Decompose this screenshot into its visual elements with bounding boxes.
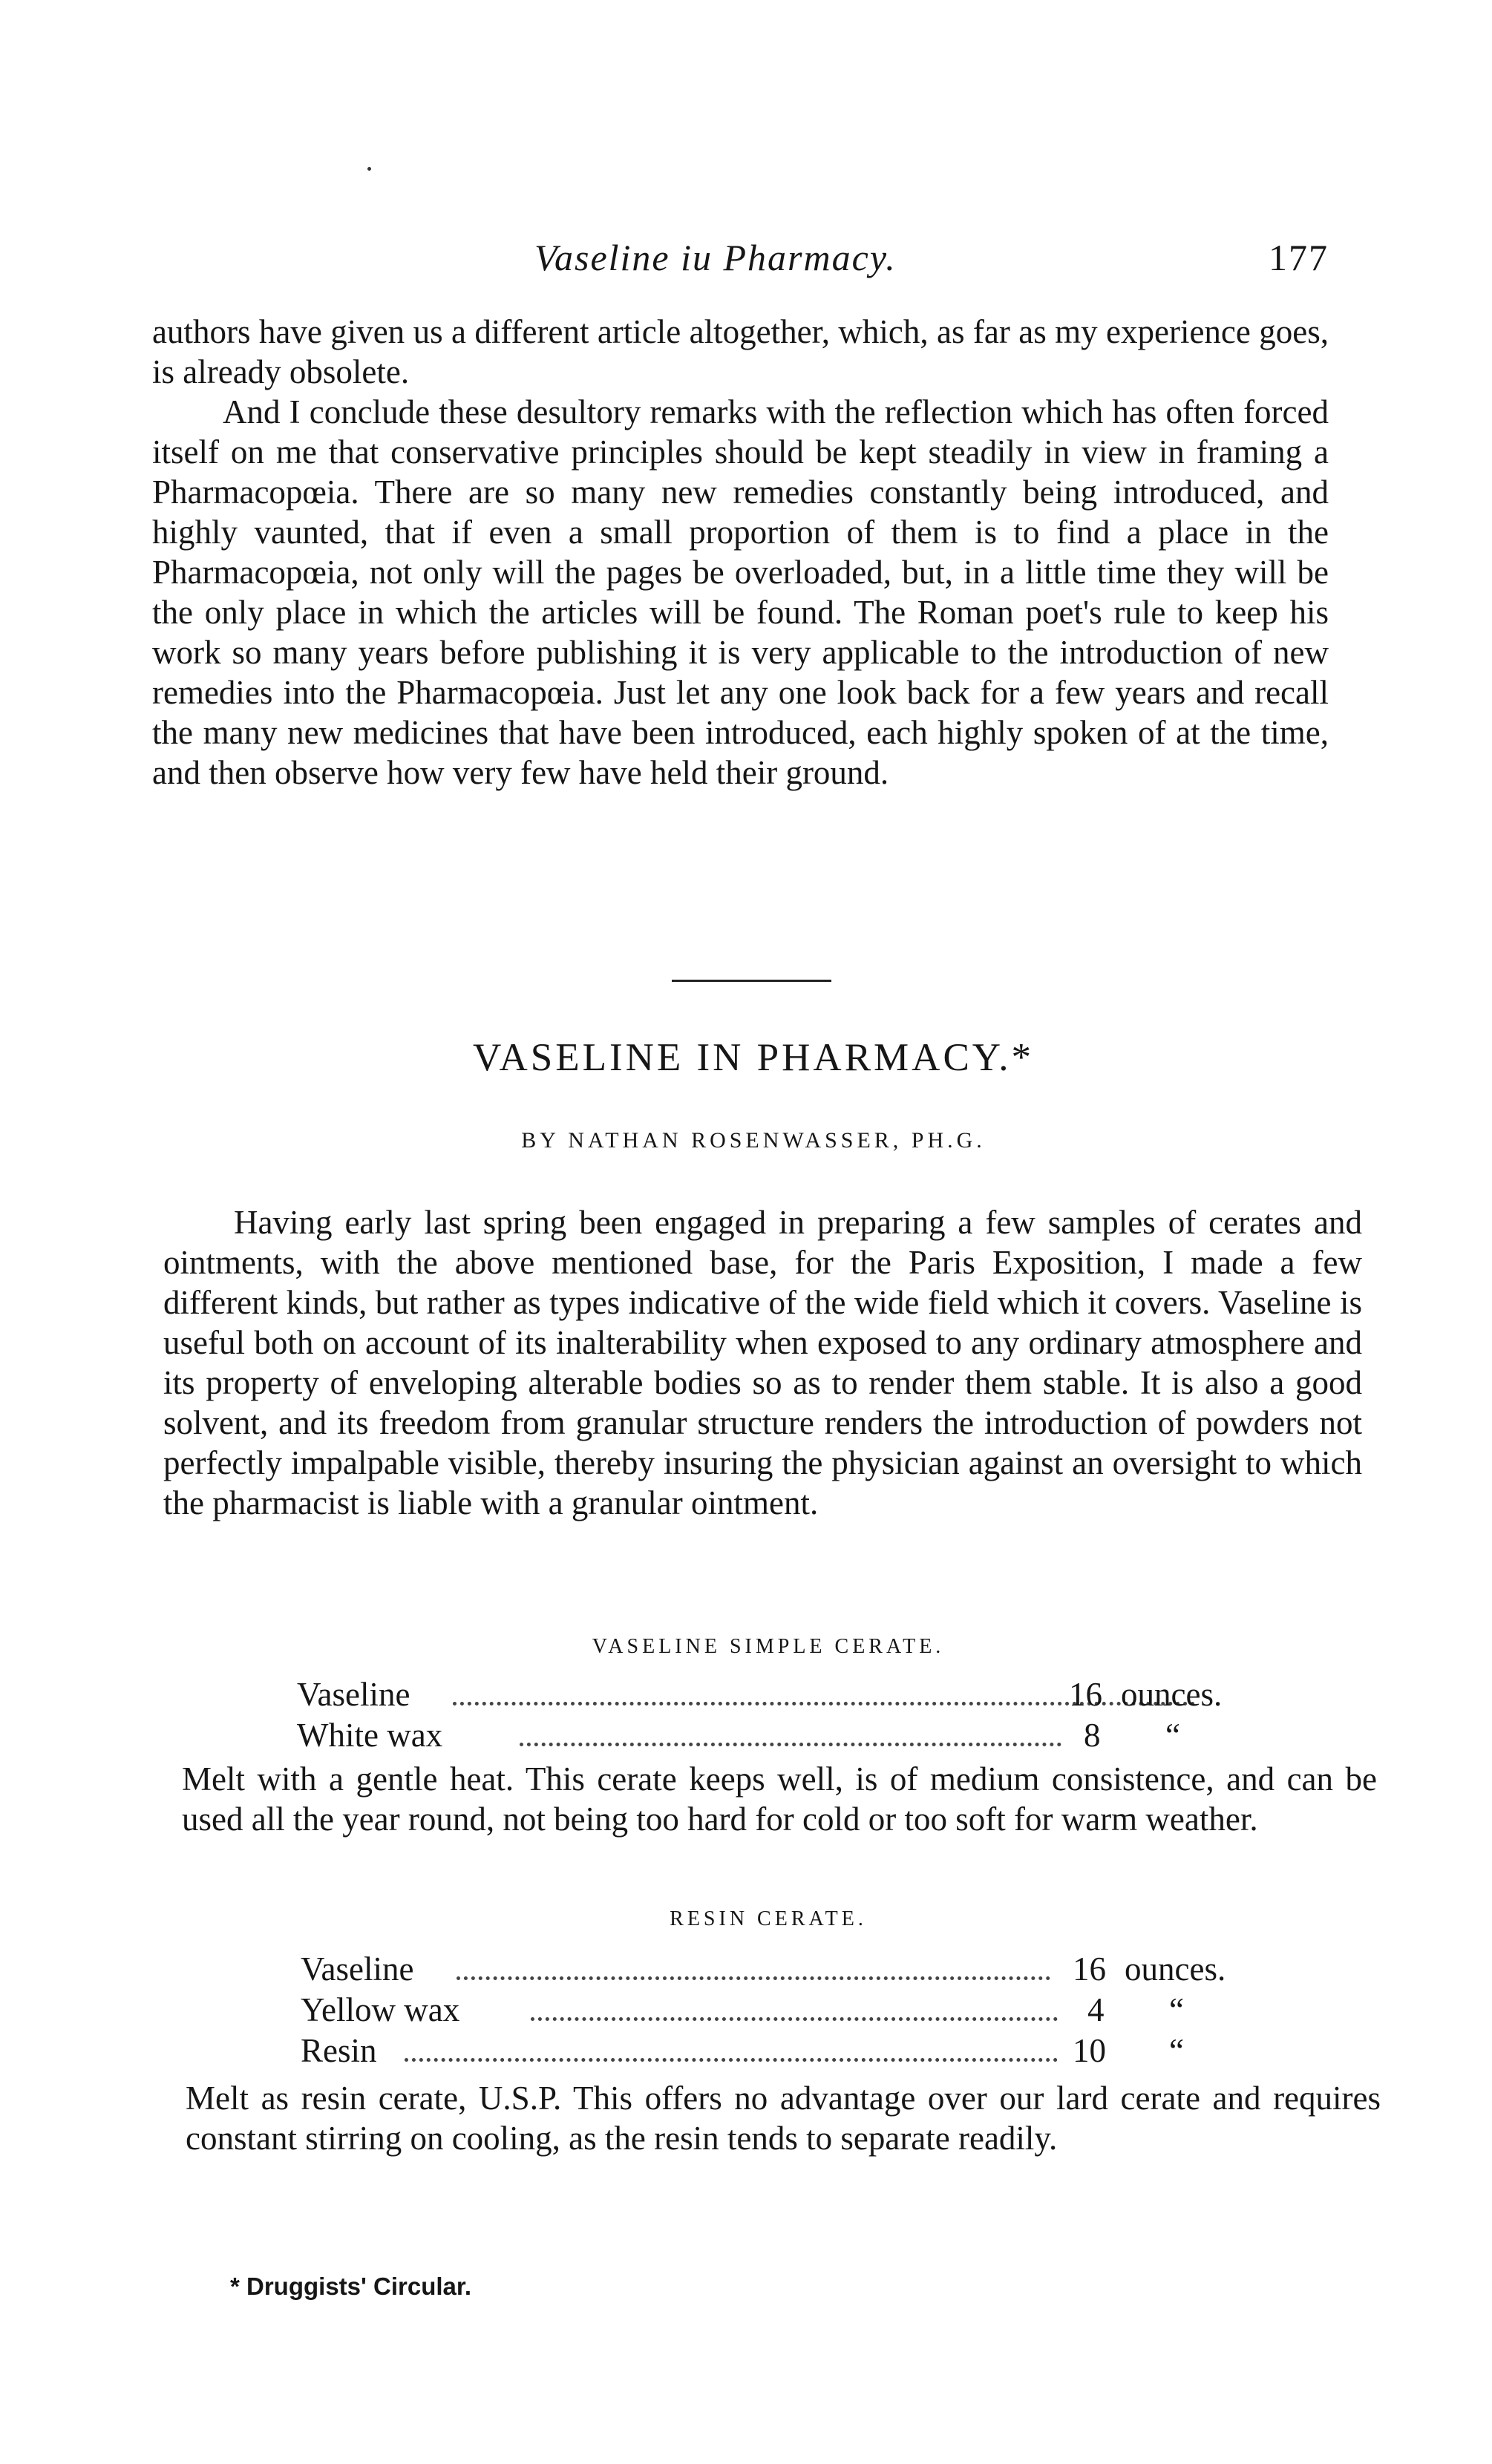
ingredient-unit: “ [1169, 2032, 1184, 2069]
running-head [148, 236, 1329, 288]
ingredient-qty: 16 [1069, 1676, 1102, 1713]
print-speck [367, 167, 371, 171]
running-title: Vaseline iu Pharmacy. [534, 237, 897, 278]
ingredient-qty: 4 [1087, 1991, 1105, 2028]
ingredient-name: Resin [301, 2032, 377, 2069]
ingredient-qty: 16 [1073, 1950, 1106, 1988]
recipe2-row [301, 1989, 1266, 2031]
dot-leader [457, 1976, 1050, 1980]
continued-paragraph-2: And I conclude these desultory remarks with the reflection which has often forced itself on me that conservative principles should be kept steadily in view in framing a Pharmacopœia. There are so many new remedies constantly being introduced, and highly vaunted, that if even a small proportion of them is to find a place in the Pharmacopœia, not only will the pages be overloaded, but, in a little time they will be the only place in which the articles will be found. The Roman poet's rule to keep his work so many years before publishing it is very applicable to the introduction of new remedies into the Pharmacopœia. Just let any one look back for a few years and recall the many new medicines that have been introduced, each highly spoken of at the time, and then observe how very few have held their ground. [152, 393, 1329, 791]
ingredient-unit: ounces. [1121, 1676, 1223, 1713]
recipe2-note: Melt as resin cerate, U.S.P. This offers no advantage over our lard cerate and requires constant stirring on cooling, as the resin tends to separate readily. [186, 2080, 1381, 2157]
ingredient-unit: ounces. [1125, 1950, 1226, 1988]
intro-paragraph: Having early last spring been engaged in preparing a few samples of cerates and ointments, with the above mentioned base, for the Paris Exposition, I made a few different kinds, but rather as types indicative of the wide field which it covers. Vaseline is useful both on account of its inalterability when exposed to any ordinary atmosphere and its property of enveloping alterable bodies so as to render them stable. It is also a good solvent, and its freedom from granular structure renders the introduction of powders not perfectly impalpable visible, thereby insuring the physician against an oversight to which the pharmacist is liable with a granular ointment. [163, 1204, 1362, 1521]
ingredient-name: Yellow wax [301, 1991, 460, 2028]
ingredient-qty: 8 [1084, 1717, 1101, 1754]
recipe2-heading: RESIN CERATE. [670, 1907, 867, 1930]
recipe2-note-block [186, 2078, 1381, 2158]
continued-paragraph-1: authors have given us a different article altogether, which, as far as my experience goes, is already obsolete. [152, 313, 1329, 390]
recipe1-note-block [182, 1759, 1377, 1839]
recipe1-heading: VASELINE SIMPLE CERATE. [592, 1635, 945, 1658]
dot-leader [520, 1743, 1061, 1746]
page-number: 177 [1269, 237, 1329, 278]
dot-leader [405, 2058, 1058, 2062]
ingredient-qty: 10 [1073, 2032, 1106, 2069]
recipe1-row [297, 1714, 1262, 1756]
ingredient-name: Vaseline [297, 1676, 410, 1713]
recipe1-note: Melt with a gentle heat. This cerate keeps well, is of medium consistence, and can be used all the year round, not being too hard for cold or too soft for warm weather. [182, 1760, 1377, 1838]
article-byline: BY NATHAN ROSENWASSER, PH.G. [521, 1128, 986, 1153]
recipe1-row [297, 1674, 1262, 1715]
continued-text [152, 312, 1329, 793]
ingredient-unit: “ [1165, 1717, 1180, 1754]
recipe2-row [301, 1948, 1266, 1990]
ingredient-unit: “ [1169, 1991, 1184, 2028]
ingredient-name: White wax [297, 1717, 443, 1754]
article-title: VASELINE IN PHARMACY.* [473, 1036, 1034, 1079]
footnote: * Druggists' Circular. [230, 2273, 472, 2300]
article-intro [163, 1202, 1362, 1523]
dot-leader [531, 2017, 1058, 2021]
ingredient-name: Vaseline [301, 1950, 414, 1988]
section-divider [672, 980, 831, 982]
recipe2-row [301, 2030, 1266, 2071]
